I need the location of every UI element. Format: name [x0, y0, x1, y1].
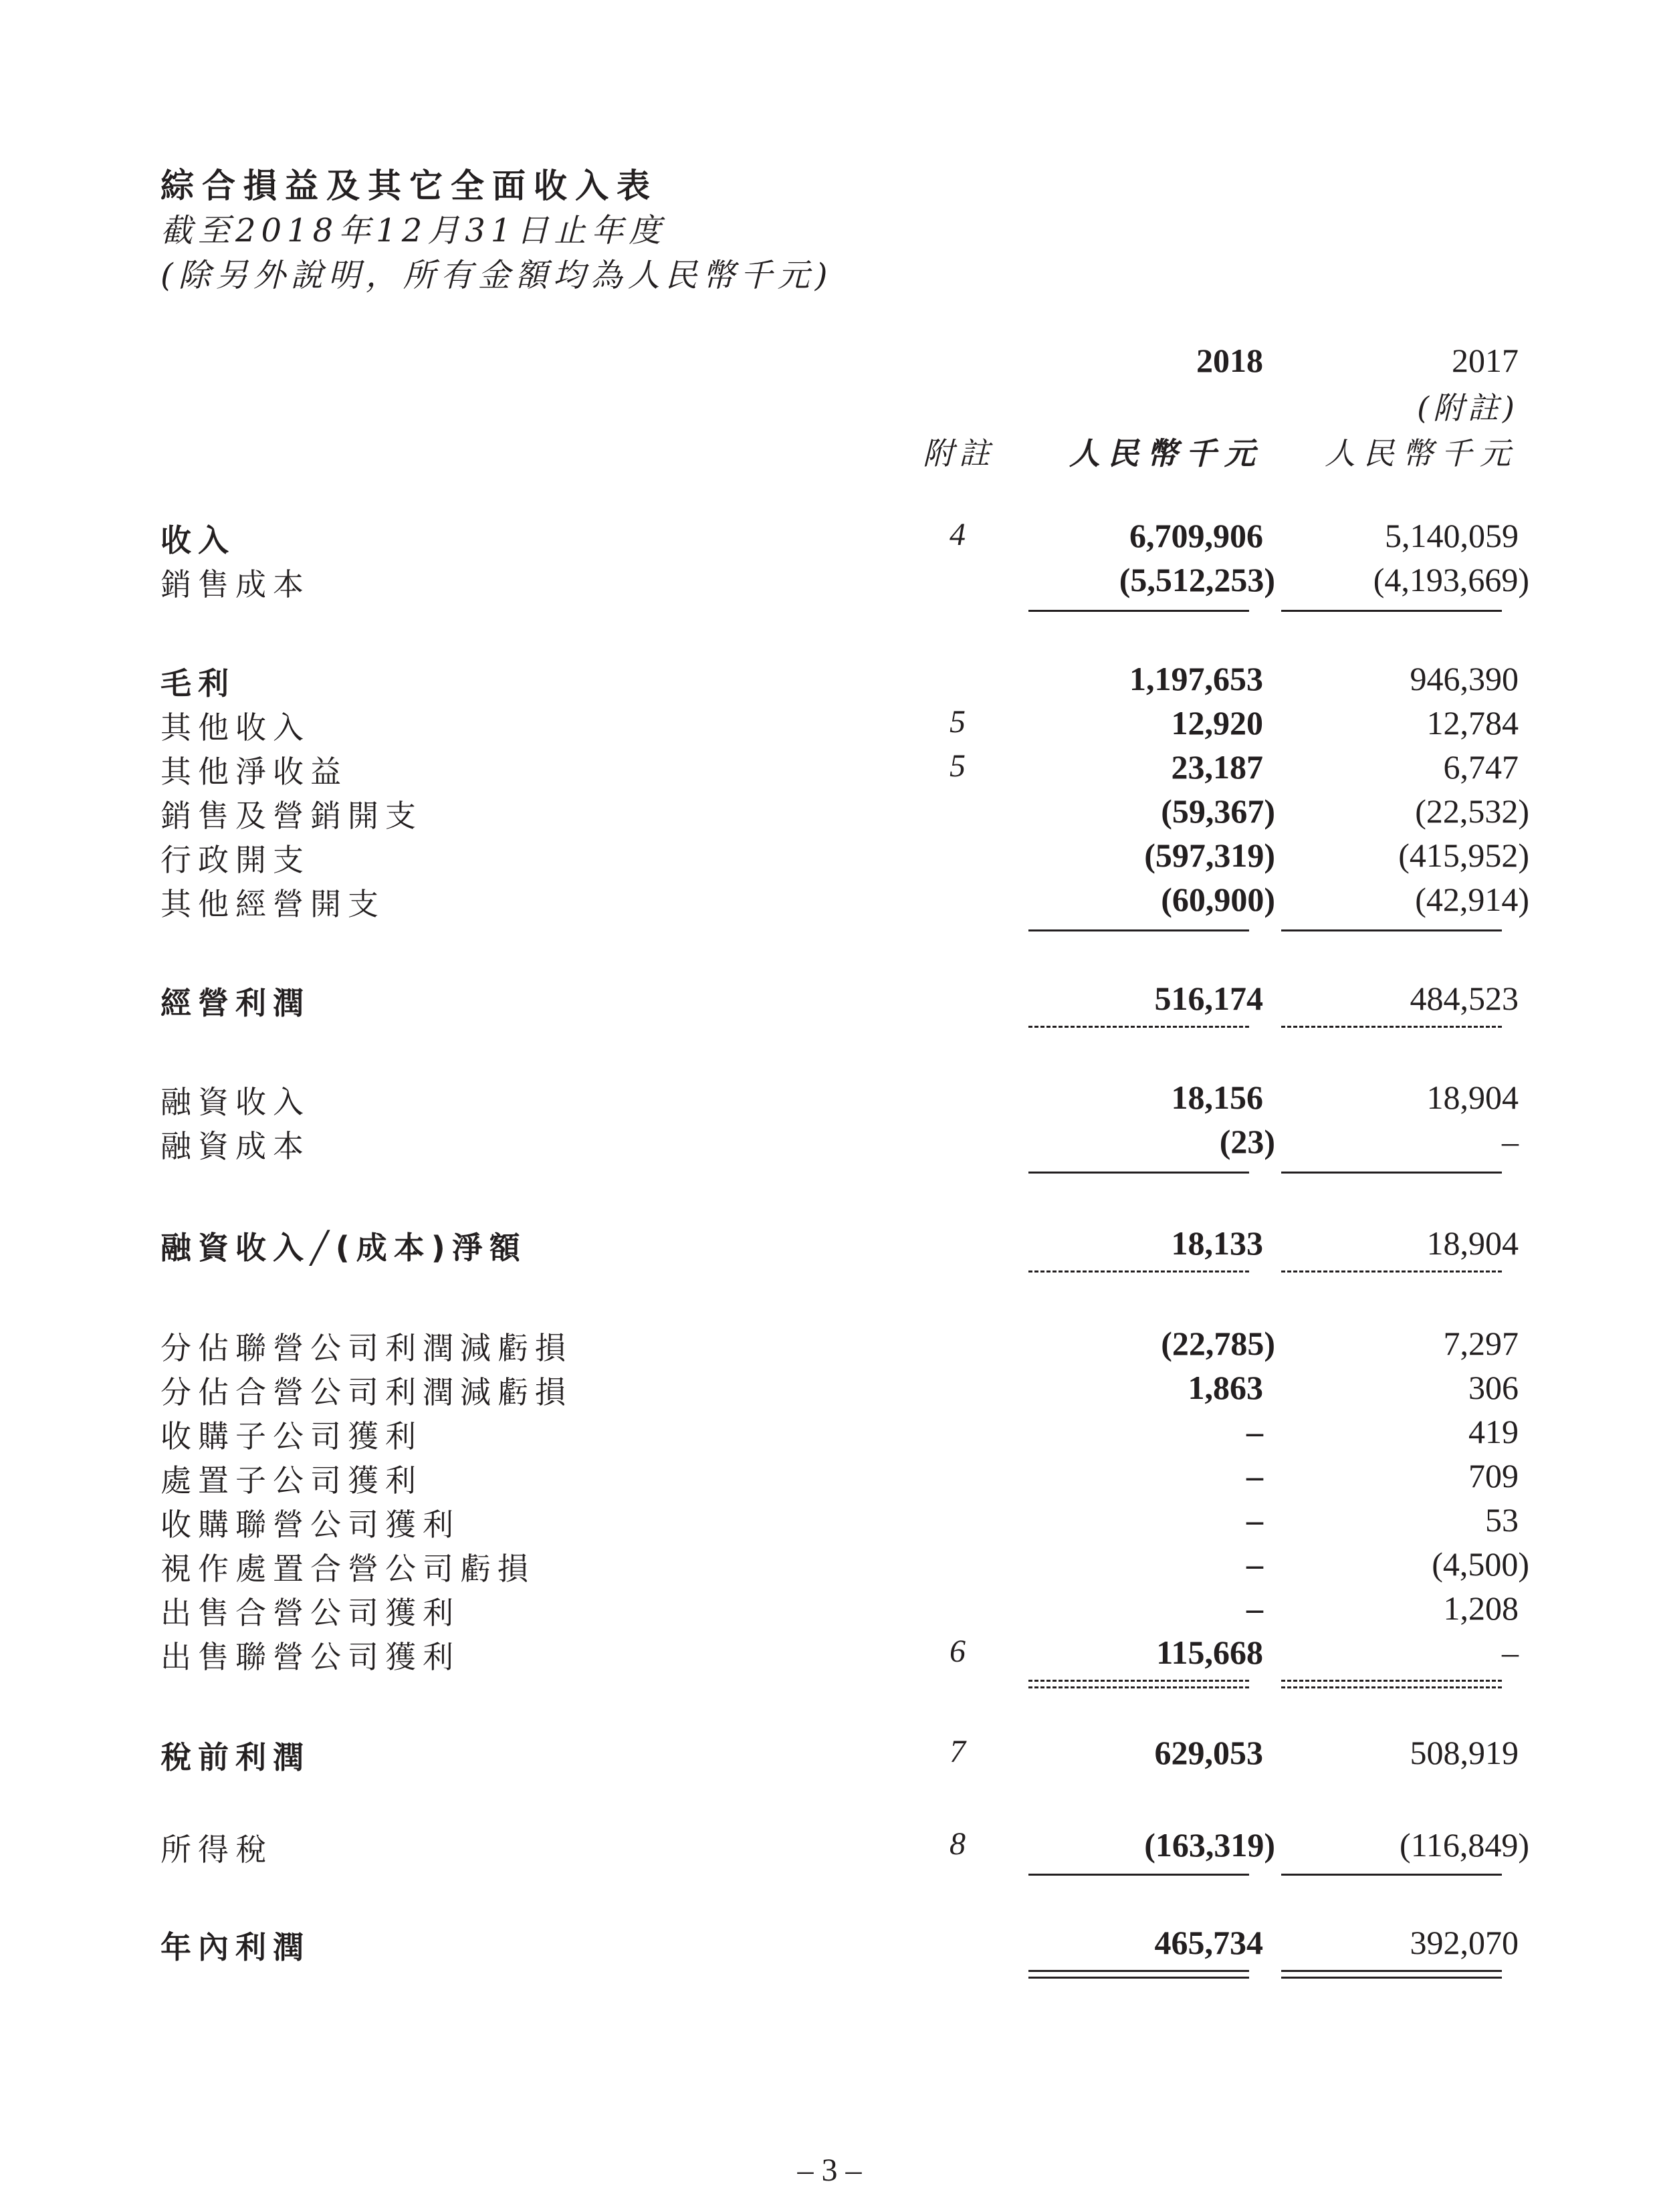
- row-value-2017: 484,523: [1410, 980, 1519, 1017]
- row-value-2017: 508,919: [1410, 1734, 1519, 1771]
- total-rule-2018: [1028, 1970, 1249, 1979]
- row-value-2018: 516,174: [1154, 980, 1263, 1017]
- subtotal-rule-2017: [1281, 1172, 1502, 1174]
- table-row: [0, 659, 1659, 703]
- row-value-2018: 18,133: [1171, 1224, 1263, 1262]
- table-row: [0, 1456, 1659, 1501]
- row-label: 出售合營公司獲利: [160, 1595, 460, 1631]
- row-value-2017: (4,500): [1432, 1545, 1529, 1583]
- row-label: 經營利潤: [160, 985, 310, 1021]
- subtotal-rule-2017: [1281, 1874, 1502, 1876]
- row-value-2017: 946,390: [1410, 660, 1519, 697]
- row-label: 銷售成本: [160, 566, 310, 602]
- page-number: – 3 –: [797, 2152, 862, 2188]
- row-note: 5: [950, 704, 966, 740]
- row-value-2017: (4,193,669): [1373, 561, 1529, 598]
- column-header-2018: 2018: [1196, 342, 1263, 379]
- subtotal-rule-2018: [1028, 1026, 1249, 1028]
- row-label: 分佔合營公司利潤減虧損: [160, 1374, 572, 1410]
- row-value-2018: 12,920: [1171, 704, 1263, 742]
- row-value-2018: –: [1246, 1457, 1263, 1495]
- subtotal-rule-2017: [1281, 610, 1502, 612]
- row-value-2018: (59,367): [1161, 792, 1275, 830]
- table-row: [0, 1826, 1659, 1870]
- table-row: [0, 1324, 1659, 1368]
- row-label: 稅前利潤: [160, 1739, 310, 1775]
- row-note: 6: [950, 1634, 966, 1669]
- column-header-2017: 2017: [1452, 342, 1519, 379]
- row-value-2017: 709: [1468, 1457, 1519, 1495]
- row-value-2018: (22,785): [1161, 1325, 1275, 1362]
- column-currency-2017: 人民幣千元: [1325, 435, 1519, 471]
- row-value-2018: (60,900): [1161, 881, 1275, 918]
- row-label: 毛利: [160, 665, 235, 701]
- table-row: [0, 1545, 1659, 1589]
- row-label: 銷售及營銷開支: [160, 798, 423, 834]
- row-value-2017: 5,140,059: [1385, 517, 1519, 554]
- row-value-2018: (23): [1219, 1123, 1275, 1160]
- subtotal-rule-2018: [1028, 1680, 1249, 1688]
- row-label: 融資收入: [160, 1084, 310, 1120]
- table-row: [0, 516, 1659, 560]
- table-row: [0, 1224, 1659, 1268]
- row-label: 其他收入: [160, 709, 310, 746]
- total-rule-2017: [1281, 1970, 1502, 1979]
- row-label: 其他淨收益: [160, 754, 348, 790]
- row-label: 融資成本: [160, 1128, 310, 1164]
- row-value-2017: 419: [1468, 1413, 1519, 1450]
- row-value-2018: (163,319): [1144, 1826, 1275, 1864]
- row-note: 4: [950, 517, 966, 552]
- row-note: 7: [950, 1734, 966, 1769]
- row-label: 出售聯營公司獲利: [160, 1639, 460, 1675]
- row-value-2018: 629,053: [1154, 1734, 1263, 1771]
- subtotal-rule-2018: [1028, 1172, 1249, 1174]
- column-header-note: 附註: [923, 435, 995, 471]
- row-note: 5: [950, 748, 966, 784]
- row-value-2017: 18,904: [1426, 1224, 1519, 1262]
- row-value-2018: (5,512,253): [1119, 561, 1275, 598]
- row-value-2018: (597,319): [1144, 837, 1275, 874]
- table-row: [0, 1078, 1659, 1122]
- row-label: 收購子公司獲利: [160, 1418, 423, 1454]
- table-row: [0, 1412, 1659, 1456]
- row-label: 行政開支: [160, 842, 310, 878]
- row-label: 年內利潤: [160, 1929, 310, 1965]
- row-value-2017: 18,904: [1426, 1079, 1519, 1116]
- row-value-2017: 1,208: [1443, 1589, 1519, 1627]
- row-value-2018: –: [1246, 1545, 1263, 1583]
- row-value-2017: (42,914): [1415, 881, 1529, 918]
- table-row: [0, 748, 1659, 792]
- row-value-2017: 7,297: [1443, 1325, 1519, 1362]
- row-label: 分佔聯營公司利潤減虧損: [160, 1330, 572, 1366]
- table-row: [0, 1589, 1659, 1633]
- column-currency-2018: 人民幣千元: [1069, 435, 1263, 471]
- statement-currency-note: (除另外說明，所有金額均為人民幣千元): [160, 257, 833, 294]
- subtotal-rule-2018: [1028, 1270, 1249, 1273]
- row-value-2017: 6,747: [1443, 748, 1519, 786]
- row-label: 收入: [160, 522, 235, 558]
- row-label: 收購聯營公司獲利: [160, 1507, 460, 1543]
- row-value-2017: 53: [1485, 1501, 1519, 1539]
- row-value-2017: –: [1502, 1634, 1519, 1671]
- subtotal-rule-2017: [1281, 1026, 1502, 1028]
- subtotal-rule-2017: [1281, 929, 1502, 931]
- table-row: [0, 1501, 1659, 1545]
- subtotal-rule-2017: [1281, 1270, 1502, 1273]
- row-value-2018: 465,734: [1154, 1924, 1263, 1961]
- table-row: [0, 1122, 1659, 1166]
- row-note: 8: [950, 1826, 966, 1862]
- row-value-2017: 392,070: [1410, 1924, 1519, 1961]
- row-value-2017: 306: [1468, 1369, 1519, 1406]
- table-row: [0, 979, 1659, 1023]
- row-label: 融資收入╱(成本)淨額: [160, 1230, 527, 1266]
- row-value-2018: –: [1246, 1501, 1263, 1539]
- row-value-2017: (415,952): [1398, 837, 1529, 874]
- row-value-2017: (22,532): [1415, 792, 1529, 830]
- table-row: [0, 1733, 1659, 1777]
- row-value-2017: 12,784: [1426, 704, 1519, 742]
- row-value-2018: –: [1246, 1413, 1263, 1450]
- column-header-2017-note: (附註): [1417, 390, 1519, 426]
- row-value-2017: –: [1502, 1123, 1519, 1160]
- row-label: 處置子公司獲利: [160, 1462, 423, 1499]
- table-row: [0, 1633, 1659, 1677]
- subtotal-rule-2018: [1028, 1874, 1249, 1876]
- table-row: [0, 1923, 1659, 1967]
- row-value-2018: 115,668: [1156, 1634, 1263, 1671]
- statement-title: 綜合損益及其它全面收入表: [160, 167, 658, 205]
- row-value-2018: –: [1246, 1589, 1263, 1627]
- row-label: 其他經營開支: [160, 886, 385, 922]
- row-value-2018: 6,709,906: [1129, 517, 1263, 554]
- table-row: [0, 1368, 1659, 1412]
- row-value-2017: (116,849): [1400, 1826, 1529, 1864]
- table-row: [0, 792, 1659, 836]
- statement-period: 截至2018年12月31日止年度: [160, 212, 667, 249]
- table-row: [0, 880, 1659, 924]
- subtotal-rule-2018: [1028, 929, 1249, 931]
- subtotal-rule-2018: [1028, 610, 1249, 612]
- row-value-2018: 1,863: [1188, 1369, 1263, 1406]
- row-value-2018: 23,187: [1171, 748, 1263, 786]
- row-label: 所得稅: [160, 1832, 273, 1868]
- row-label: 視作處置合營公司虧損: [160, 1551, 535, 1587]
- table-row: [0, 703, 1659, 748]
- subtotal-rule-2017: [1281, 1680, 1502, 1688]
- table-row: [0, 560, 1659, 604]
- row-value-2018: 1,197,653: [1129, 660, 1263, 697]
- table-row: [0, 836, 1659, 880]
- row-value-2018: 18,156: [1171, 1079, 1263, 1116]
